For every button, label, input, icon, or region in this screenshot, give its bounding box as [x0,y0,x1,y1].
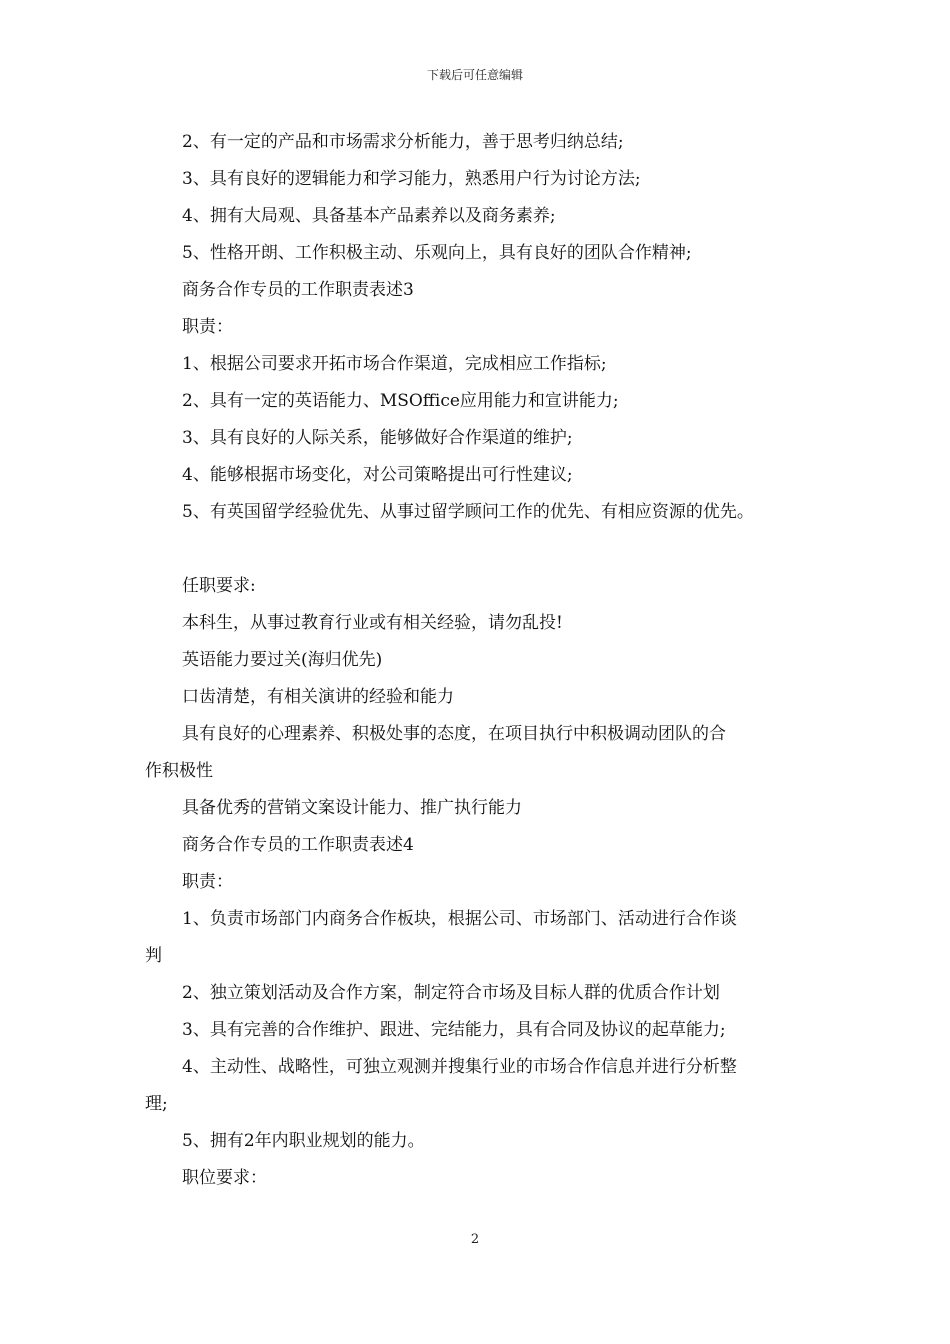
section-heading-3: 商务合作专员的工作职责表述3 [182,280,414,300]
duty-item-5: 5、有英国留学经验优先、从事过留学顾问工作的优先、有相应资源的优先。 [182,502,754,522]
duty-item-1: 1、根据公司要求开拓市场合作渠道，完成相应工作指标; [182,354,607,374]
requirement-item-3: 3、具有良好的逻辑能力和学习能力，熟悉用户行为讨论方法; [182,169,641,189]
duty-item-2: 2、独立策划活动及合作方案，制定符合市场及目标人群的优质合作计划 [182,983,720,1003]
page-header: 下载后可任意编辑 [426,68,523,82]
job-requirements-label: 职位要求： [182,1168,267,1188]
qualification-item: 英语能力要过关(海归优先) [182,650,383,670]
duty-item-1-continued: 判 [145,946,162,966]
document-body [145,124,825,1197]
duty-item-5: 5、拥有2年内职业规划的能力。 [182,1131,425,1151]
duty-item-2: 2、具有一定的英语能力、MSOffice应用能力和宣讲能力; [182,391,619,411]
qualification-item: 具备优秀的营销文案设计能力、推广执行能力 [182,798,522,818]
section-heading-4: 商务合作专员的工作职责表述4 [182,835,414,855]
requirement-item-2: 2、有一定的产品和市场需求分析能力，善于思考归纳总结; [182,132,624,152]
qualifications-label: 任职要求: [182,576,256,596]
duty-item-4: 4、主动性、战略性，可独立观测并搜集行业的市场合作信息并进行分析整 [182,1057,737,1077]
qualification-item: 本科生，从事过教育行业或有相关经验，请勿乱投! [182,613,563,633]
duty-item-4-continued: 理; [145,1094,168,1114]
requirement-item-4: 4、拥有大局观、具备基本产品素养以及商务素养; [182,206,556,226]
requirement-item-5: 5、性格开朗、工作积极主动、乐观向上，具有良好的团队合作精神; [182,243,692,263]
duty-item-3: 3、具有良好的人际关系，能够做好合作渠道的维护; [182,428,573,448]
duties-label: 职责： [182,872,233,892]
page-number: 2 [470,1232,480,1247]
qualification-item-continued: 作积极性 [145,761,213,781]
qualification-item: 口齿清楚，有相关演讲的经验和能力 [182,687,454,707]
duty-item-3: 3、具有完善的合作维护、跟进、完结能力，具有合同及协议的起草能力; [182,1020,726,1040]
duty-item-4: 4、能够根据市场变化，对公司策略提出可行性建议; [182,465,573,485]
duty-item-1: 1、负责市场部门内商务合作板块，根据公司、市场部门、活动进行合作谈 [182,909,737,929]
qualification-item: 具有良好的心理素养、积极处事的态度，在项目执行中积极调动团队的合 [182,724,726,744]
duties-label: 职责： [182,317,233,337]
blank-line [145,531,825,568]
